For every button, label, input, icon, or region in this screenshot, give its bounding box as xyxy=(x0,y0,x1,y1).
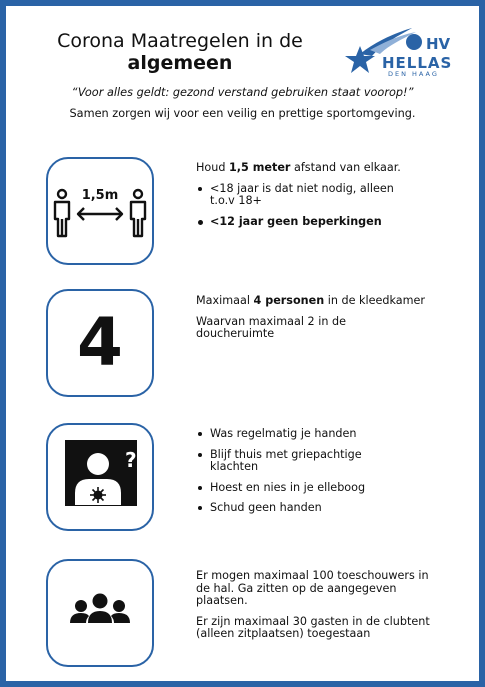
audience-paragraph-2: Er zijn maximaal 30 gasten in de clubtent (alleen zitplaatsen) toegestaan xyxy=(196,614,430,640)
distance-bullet-1: <18 jaar is dat niet nodig, alleen t.o.v 18+ xyxy=(196,183,431,208)
hygiene-bullet-2: Blijf thuis met griepachtige klachten xyxy=(196,449,431,474)
page-title xyxy=(30,30,330,74)
distance-p-bold: 1,5 meter xyxy=(229,161,291,174)
locker-paragraph-2: Waarvan maximaal 2 in de doucheruimte xyxy=(196,314,346,340)
hygiene-text xyxy=(196,428,431,523)
hygiene-card xyxy=(46,423,154,531)
intro-subtitle: Samen zorgen wij voor een veilig en prettige sportomgeving. xyxy=(69,107,416,120)
audience-paragraph-1: Er mogen maximaal 100 toeschouwers in de hal. Ga zitten op de aangegeven plaatsen. xyxy=(196,569,429,607)
locker-number: 4 xyxy=(77,304,123,381)
distance-bullet-2: <12 jaar geen beperkingen xyxy=(196,216,431,229)
locker-text xyxy=(196,295,431,349)
locker-card xyxy=(46,289,154,397)
person-virus-icon xyxy=(48,425,152,529)
distance-text xyxy=(196,162,431,236)
audience-card xyxy=(46,559,154,667)
intro-quote: “Voor alles geldt: gezond verstand gebruiken staat voorop!” xyxy=(71,86,414,99)
distance-icon xyxy=(48,159,152,263)
distance-paragraph xyxy=(196,162,431,175)
logo-city: DEN HAAG xyxy=(388,70,439,78)
locker-p1-before: Maximaal xyxy=(196,294,254,307)
distance-label: 1,5m xyxy=(81,188,119,203)
title-line-1: Corona Maatregelen in de xyxy=(57,30,303,52)
hellas-logo xyxy=(342,22,468,80)
distance-card xyxy=(46,157,154,265)
hygiene-bullet-4: Schud geen handen xyxy=(196,502,431,515)
group-icon xyxy=(48,561,152,665)
hygiene-bullet-3: Hoest en nies in je elleboog xyxy=(196,482,431,495)
locker-p1-bold: 4 personen xyxy=(253,294,325,307)
title-line-2: algemeen xyxy=(127,52,233,74)
locker-paragraph-1 xyxy=(196,295,431,308)
distance-p-after: afstand van elkaar. xyxy=(290,161,401,174)
svg-text:?: ? xyxy=(125,448,137,472)
logo-hv: HV xyxy=(426,35,451,53)
distance-p-before: Houd xyxy=(196,161,230,174)
hygiene-bullet-1: Was regelmatig je handen xyxy=(196,428,431,441)
logo-hellas: HELLAS xyxy=(382,54,453,72)
audience-text xyxy=(196,570,431,649)
locker-p1-after: in de kleedkamer xyxy=(324,294,425,307)
